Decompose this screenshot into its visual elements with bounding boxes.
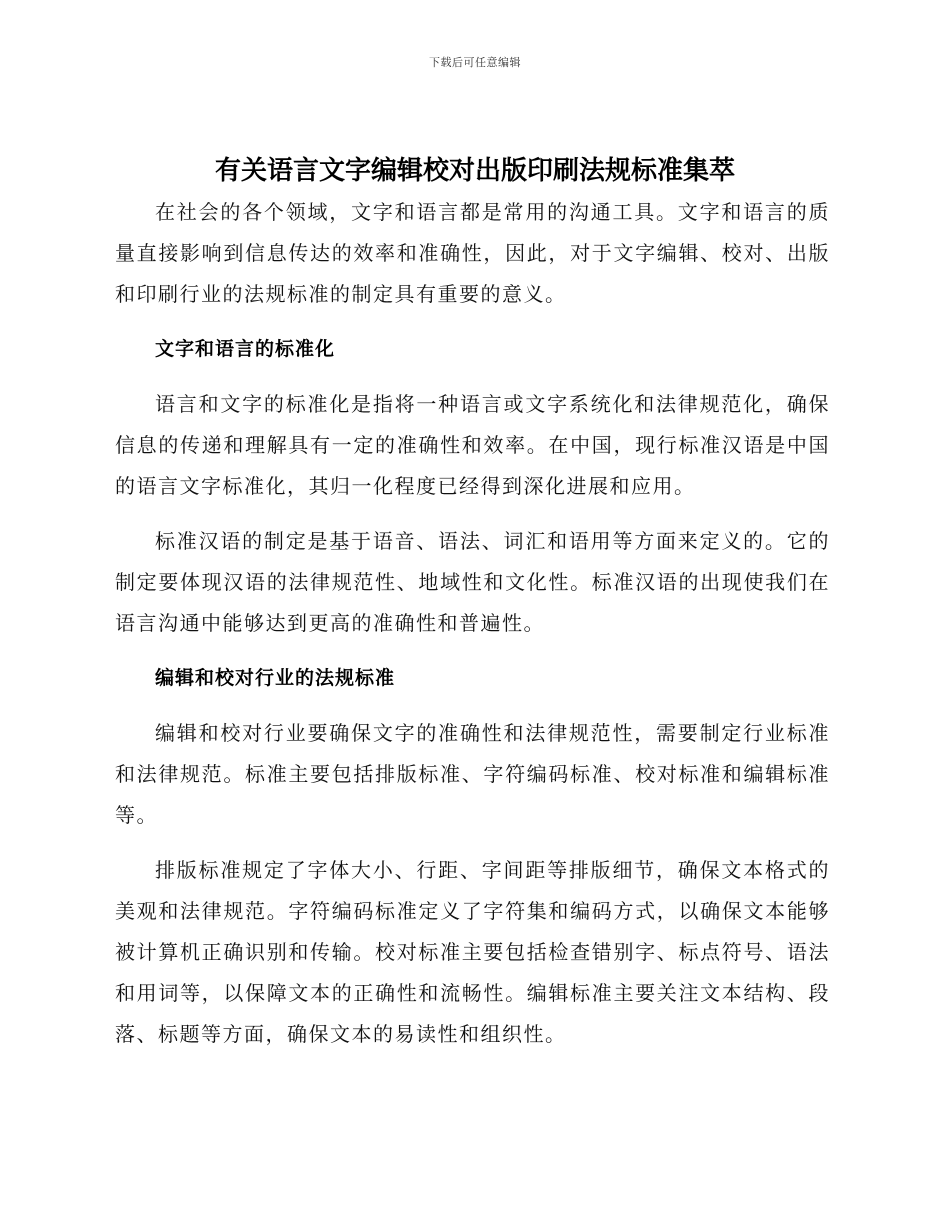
document-body [115, 192, 830, 1069]
section-heading-editing-standards: 编辑和校对行业的法规标准 [155, 667, 396, 689]
paragraph: 标准汉语的制定是基于语音、语法、词汇和语用等方面来定义的。它的制定要体现汉语的法律规范性、地域性和文化性。标准汉语的出现使我们在语言沟通中能够达到更高的准确性和普遍性。 [115, 529, 830, 635]
header-note: 下载后可任意编辑 [429, 56, 521, 69]
intro-paragraph: 在社会的各个领域，文字和语言都是常用的沟通工具。文字和语言的质量直接影响到信息传达的效率和准确性，因此，对于文字编辑、校对、出版和印刷行业的法规标准的制定具有重要的意义。 [115, 200, 830, 306]
paragraph: 编辑和校对行业要确保文字的准确性和法律规范性，需要制定行业标准和法律规范。标准主要包括排版标准、字符编码标准、校对标准和编辑标准等。 [115, 721, 830, 827]
paragraph: 语言和文字的标准化是指将一种语言或文字系统化和法律规范化，确保信息的传递和理解具有一定的准确性和效率。在中国，现行标准汉语是中国的语言文字标准化，其归一化程度已经得到深化进展和应用。 [115, 392, 830, 498]
section-heading-standardization: 文字和语言的标准化 [155, 338, 336, 360]
document-title: 有关语言文字编辑校对出版印刷法规标准集萃 [214, 156, 735, 186]
paragraph: 排版标准规定了字体大小、行距、字间距等排版细节，确保文本格式的美观和法律规范。字符编码标准定义了字符集和编码方式，以确保文本能够被计算机正确识别和传输。校对标准主要包括检查错别字、标点符号、语法和用词等，以保障文本的正确性和流畅性。编辑标准主要关注文本结构、段落、标题等方面，确保文本的易读性和组织性。 [115, 858, 830, 1046]
